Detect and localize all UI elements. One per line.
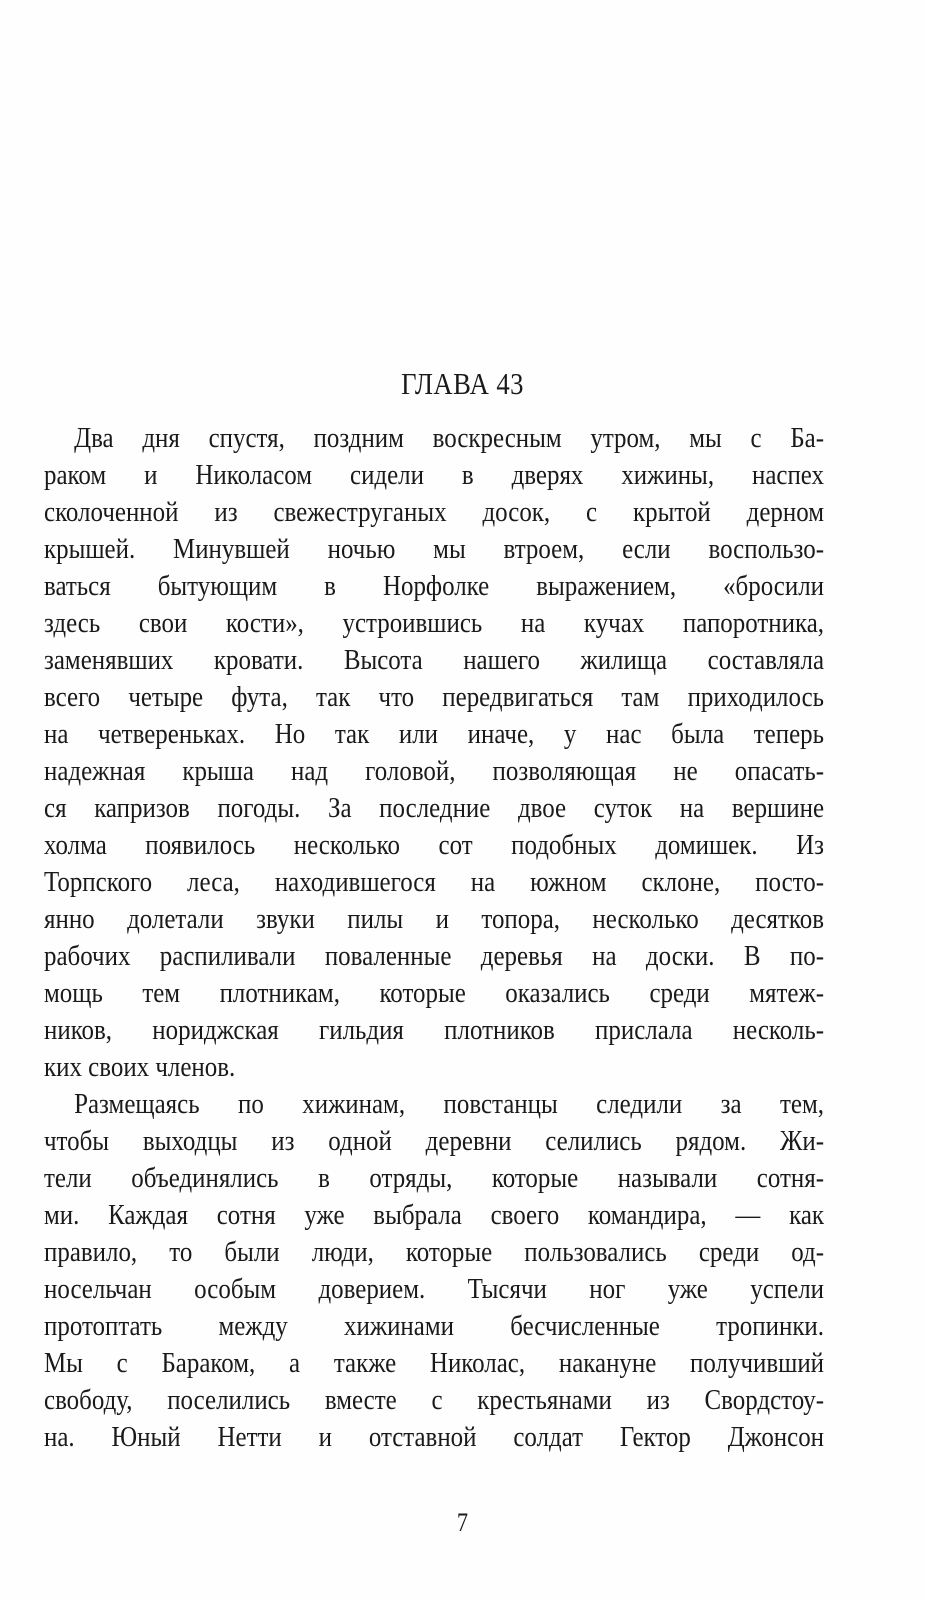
page-number: 7 [456, 1508, 469, 1537]
text-line: Размещаясь по хижинам, повстанцы следили за тем, [74, 1088, 825, 1120]
text-line: надежная крыша над головой, позволяющая не опасать- [44, 755, 825, 787]
text-line: правило, то были люди, которые пользовались среди од- [44, 1236, 825, 1268]
text-line: мощь тем плотникам, которые оказались среди мятеж- [44, 977, 825, 1009]
paragraph-2 [44, 1086, 824, 1456]
text-line: рабочих распиливали поваленные деревья на доски. В по- [44, 940, 825, 972]
text-line: протоптать между хижинами бесчисленные тропинки. [44, 1310, 825, 1342]
text-line: заменявших кровати. Высота нашего жилища составляла [44, 644, 825, 676]
text-line: холма появилось несколько сот подобных домишек. Из [44, 829, 825, 861]
text-line: Торпского леса, находившегося на южном склоне, посто- [44, 866, 825, 898]
text-line: янно долетали звуки пилы и топора, несколько десятков [44, 903, 825, 935]
text-line: ких своих членов. [44, 1051, 236, 1083]
text-line: всего четыре фута, так что передвигаться там приходилось [44, 681, 825, 713]
text-line: раком и Николасом сидели в дверях хижины, наспех [44, 459, 825, 491]
text-line: крышей. Минувшей ночью мы втроем, если воспользо- [44, 533, 825, 565]
paragraph-1 [44, 420, 824, 1086]
text-line: ваться бытующим в Норфолке выражением, «бросили [44, 570, 825, 602]
text-line: здесь свои кости», устроившись на кучах папоротника, [44, 607, 825, 639]
text-line: сколоченной из свежеструганых досок, с крытой дерном [44, 496, 825, 528]
chapter-title: ГЛАВА 43 [401, 366, 524, 401]
text-line: тели объединялись в отряды, которые называли сотня- [44, 1162, 825, 1194]
text-line: ми. Каждая сотня уже выбрала своего командира, — как [44, 1199, 825, 1231]
text-line: на четвереньках. Но так или иначе, у нас была теперь [44, 718, 825, 750]
text-line: чтобы выходцы из одной деревни селились рядом. Жи- [44, 1125, 825, 1157]
text-line: носельчан особым доверием. Тысячи ног уже успели [44, 1273, 825, 1305]
body-text [44, 420, 824, 1456]
text-line: на. Юный Нетти и отставной солдат Гектор Джонсон [44, 1421, 825, 1453]
text-line: ников, нориджская гильдия плотников прислала несколь- [44, 1014, 825, 1046]
text-line: Два дня спустя, поздним воскресным утром, мы с Ба- [74, 422, 825, 454]
text-line: ся капризов погоды. За последние двое суток на вершине [44, 792, 825, 824]
text-line: свободу, поселились вместе с крестьянами из Свордстоу- [44, 1384, 825, 1416]
text-line: Мы с Бараком, а также Николас, накануне получивший [44, 1347, 825, 1379]
